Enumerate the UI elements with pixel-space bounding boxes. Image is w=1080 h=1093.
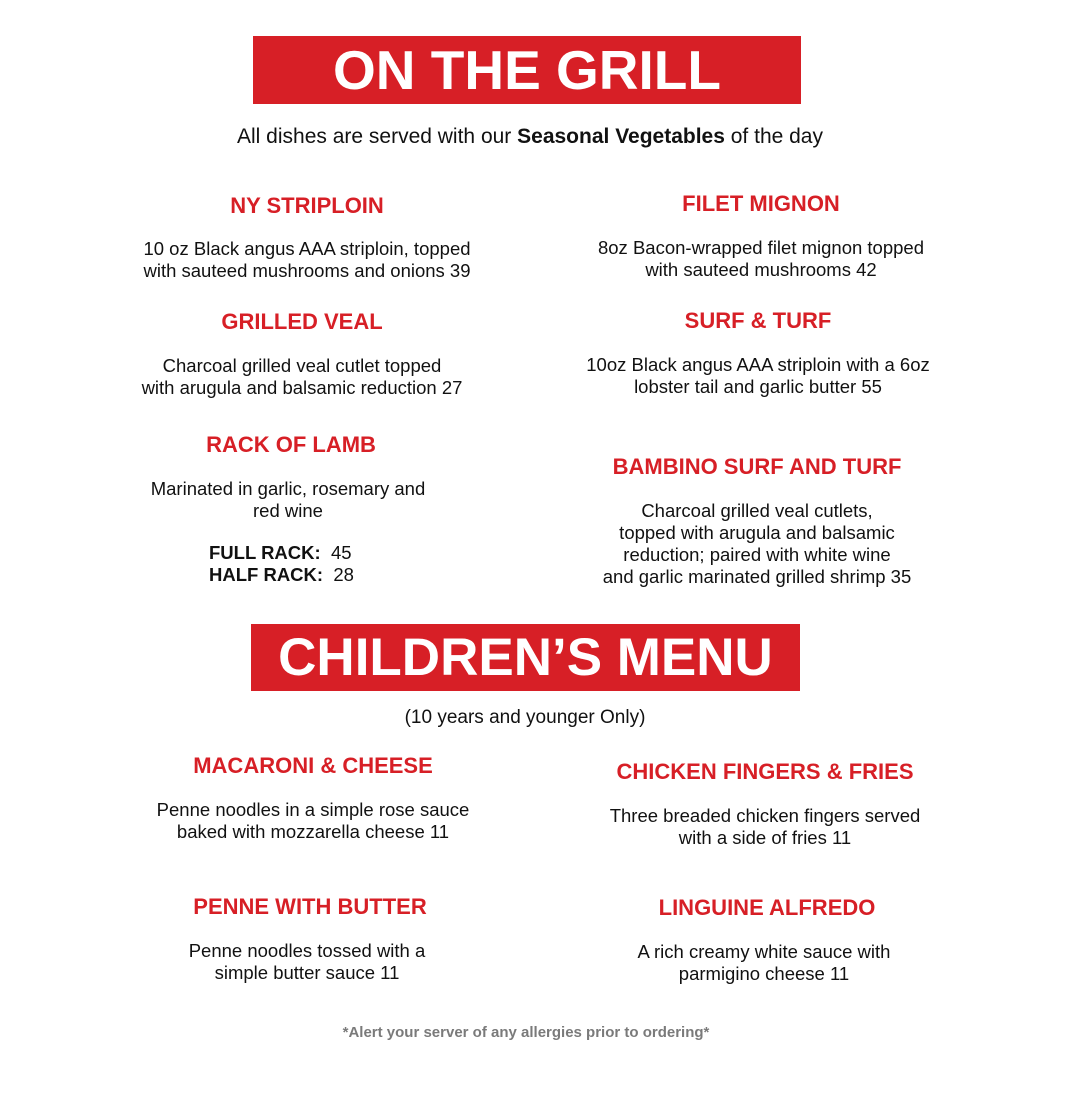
- rack-price-label: HALF RACK:: [209, 564, 324, 585]
- description-line: Penne noodles tossed with a: [188, 940, 426, 961]
- dish-description: [603, 500, 911, 588]
- description-line: A rich creamy white sauce with: [637, 941, 891, 962]
- description-line: Charcoal grilled veal cutlets,: [641, 500, 873, 521]
- description-line: with sauteed mushrooms 42: [645, 259, 877, 280]
- dish-description: [610, 805, 921, 849]
- kids-section-title: CHILDREN’S MENU: [251, 624, 800, 691]
- subtitle-text: All dishes are served with our: [237, 125, 518, 148]
- kids-subtitle: (10 years and younger Only): [404, 707, 646, 728]
- rack-price-value: 45: [330, 542, 352, 563]
- description-line: topped with arugula and balsamic: [619, 522, 895, 543]
- description-line: with arugula and balsamic reduction 27: [141, 377, 463, 398]
- description-line: with a side of fries 11: [678, 827, 852, 848]
- dish-name: RACK OF LAMB: [206, 432, 376, 457]
- rack-price-row: [209, 542, 352, 564]
- description-line: baked with mozzarella cheese 11: [176, 821, 450, 842]
- dish-name: GRILLED VEAL: [221, 309, 383, 334]
- dish-description: [189, 940, 426, 984]
- description-line: Charcoal grilled veal cutlet topped: [162, 355, 442, 376]
- description-line: 10 oz Black angus AAA striploin, topped: [143, 238, 471, 259]
- description-line: and garlic marinated grilled shrimp 35: [602, 566, 912, 587]
- rack-price-label: FULL RACK:: [209, 542, 321, 563]
- subtitle-bold-text: Seasonal Vegetables: [517, 125, 725, 148]
- dish-description: [142, 355, 463, 399]
- dish-name: BAMBINO SURF AND TURF: [612, 454, 902, 479]
- description-line: simple butter sauce 11: [214, 962, 400, 983]
- dish-name: PENNE WITH BUTTER: [193, 894, 427, 919]
- description-line: 8oz Bacon-wrapped filet mignon topped: [597, 237, 925, 258]
- grill-subtitle: [237, 125, 823, 149]
- dish-description: [157, 799, 470, 843]
- description-line: Three breaded chicken fingers served: [609, 805, 921, 826]
- description-line: parmigino cheese 11: [678, 963, 850, 984]
- description-line: with sauteed mushrooms and onions 39: [143, 260, 471, 281]
- dish-description: [598, 237, 924, 281]
- dish-description: [151, 478, 426, 522]
- dish-name: NY STRIPLOIN: [230, 193, 384, 218]
- dish-name: CHICKEN FINGERS & FRIES: [616, 759, 914, 784]
- description-line: reduction; paired with white wine: [623, 544, 891, 565]
- subtitle-text: of the day: [724, 125, 823, 148]
- description-line: lobster tail and garlic butter 55: [634, 376, 882, 397]
- dish-name: LINGUINE ALFREDO: [658, 895, 876, 920]
- dish-name: MACARONI & CHEESE: [193, 753, 433, 778]
- description-line: red wine: [253, 500, 323, 521]
- dish-name: SURF & TURF: [684, 308, 832, 333]
- dish-description: [586, 354, 929, 398]
- rack-price-value: 28: [333, 564, 354, 585]
- dish-name: FILET MIGNON: [682, 191, 840, 216]
- dish-description: [638, 941, 891, 985]
- rack-price-row: [209, 564, 354, 586]
- description-line: Marinated in garlic, rosemary and: [150, 478, 426, 499]
- dish-description: [143, 238, 470, 282]
- description-line: 10oz Black angus AAA striploin with a 6oz: [586, 354, 930, 375]
- allergy-note: *Alert your server of any allergies prior to ordering*: [342, 1024, 710, 1041]
- description-line: Penne noodles in a simple rose sauce: [156, 799, 470, 820]
- grill-section-title: ON THE GRILL: [253, 36, 801, 104]
